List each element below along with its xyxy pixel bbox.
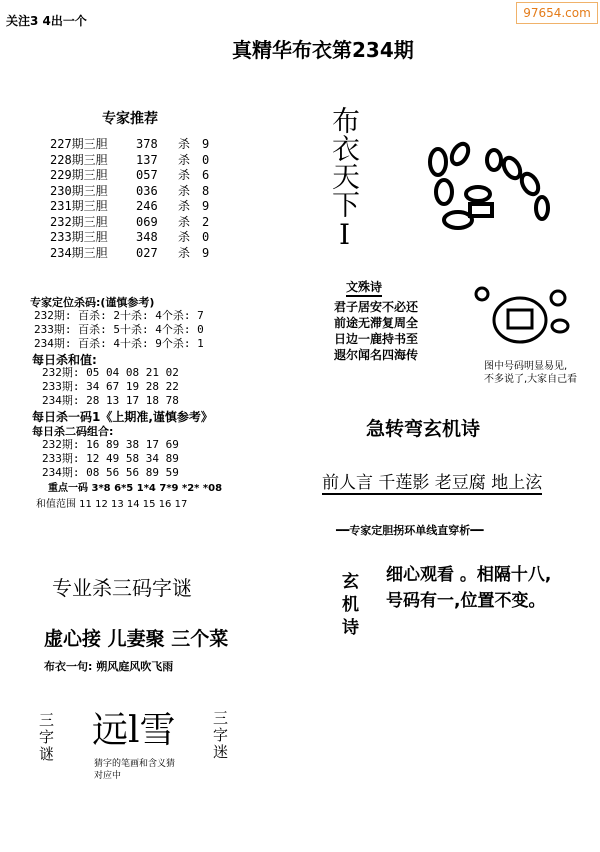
buyi-vertical-title: 布衣天下Ⅰ <box>328 106 361 251</box>
expert-kill-label: 杀 <box>178 199 191 213</box>
expert-kill-label: 杀 <box>178 137 191 151</box>
expert-period: 230期三胆 <box>50 183 108 198</box>
daily-two-row: 234期: 08 56 56 89 59 <box>42 466 179 479</box>
riddle-line: 虚心接 儿妻聚 三个菜 <box>44 628 229 650</box>
poem-line: 日边一鹿持书至 <box>334 332 419 346</box>
expert-nums: 069 <box>136 214 158 229</box>
expert-line-text: 专家定胆拐环单线直穿析 <box>349 524 471 537</box>
mystic-line: 前人言 千莲影 老豆腐 地上泫 <box>322 468 542 495</box>
daily-one-heading: 每日杀一码1《上期准,谨慎参考》 <box>32 410 213 424</box>
riddle-heading: 专业杀三码字谜 <box>52 576 192 600</box>
expert-period: 228期三胆 <box>50 152 108 167</box>
daily-sum-row: 233期: 34 67 19 28 22 <box>42 380 179 393</box>
daily-sum-heading: 每日杀和值: <box>32 353 97 367</box>
expert-nums: 348 <box>136 230 158 244</box>
chain-pattern-image <box>418 134 550 244</box>
expert-kill-label: 杀 <box>178 214 191 229</box>
expert-nums: 036 <box>136 183 158 198</box>
expert-period: 234期三胆 <box>50 245 108 260</box>
page-title: 真精华布衣第234期 <box>232 38 414 62</box>
expert-period: 232期三胆 <box>50 214 108 229</box>
position-kill-row: 233期: 百杀: 5十杀: 4个杀: 0 <box>34 323 204 336</box>
buyi-line: 布衣一句: 朔风庭风吹飞雨 <box>44 660 174 673</box>
expert-period: 227期三胆 <box>50 137 108 151</box>
expert-period: 233期三胆 <box>50 230 108 244</box>
daily-sum-row: 234期: 28 13 17 18 78 <box>42 394 179 407</box>
expert-period: 229期三胆 <box>50 168 108 182</box>
daily-sum-row: 232期: 05 04 08 21 02 <box>42 366 179 379</box>
position-kill-row: 232期: 百杀: 2十杀: 4个杀: 7 <box>34 309 204 322</box>
expert-kill: 9 <box>202 137 210 151</box>
expert-nums: 057 <box>136 168 158 182</box>
xuanji-poem-2: 号码有一,位置不变。 <box>386 591 546 611</box>
expert-kill: 6 <box>202 168 210 182</box>
expert-kill-label: 杀 <box>178 245 191 260</box>
expert-kill: 0 <box>202 230 210 244</box>
expert-nums: 378 <box>136 137 158 151</box>
expert-nums: 027 <box>136 245 158 260</box>
key-combo: 重点一码 3*8 6*5 1*4 7*9 *2* *08 <box>48 483 223 494</box>
site-watermark[interactable]: 97654.com <box>516 2 598 24</box>
expert-nums: 246 <box>136 199 158 213</box>
poem-line: 前途无滞复周全 <box>334 316 419 330</box>
ring-pattern-image <box>468 282 578 352</box>
xuanji-poem-1: 细心观看 。相隔十八, <box>386 565 552 585</box>
daily-two-row: 232期: 16 89 38 17 69 <box>42 438 179 451</box>
expert-kill: 9 <box>202 245 210 260</box>
expert-kill: 9 <box>202 199 210 213</box>
daily-two-row: 233期: 12 49 58 34 89 <box>42 452 179 465</box>
poem-line: 君子居安不必还 <box>334 300 419 314</box>
expert-kill-label: 杀 <box>178 230 191 244</box>
dash-left: ━━ <box>336 524 350 537</box>
picture-caption: 图中号码明显易见, 不多说了,大家自己看 <box>484 361 578 385</box>
position-kill-heading: 专家定位杀码:(谨慎参考) <box>30 296 155 309</box>
riddle-right-label: 三字迷 <box>211 710 229 761</box>
expert-line <box>336 522 484 538</box>
expert-kill: 0 <box>202 152 210 167</box>
follow-note: 关注3 4出一个 <box>6 14 87 28</box>
riddle-hint-2: 对应中 <box>94 771 122 781</box>
sum-span: 和值范围 11 12 13 14 15 16 17 <box>36 499 188 510</box>
riddle-big-chars: 远l雪 <box>92 710 176 751</box>
daily-two-heading: 每日杀二码组合: <box>32 425 114 438</box>
dash-right: ━━ <box>470 524 484 537</box>
poem-line: 遐尔闻名四海传 <box>334 348 419 362</box>
expert-nums: 137 <box>136 152 158 167</box>
expert-kill-label: 杀 <box>178 183 191 198</box>
riddle-left-label: 三字谜 <box>37 712 55 763</box>
expert-kill: 8 <box>202 183 210 198</box>
expert-kill-label: 杀 <box>178 152 191 167</box>
expert-heading: 专家推荐 <box>102 111 158 127</box>
riddle-hint-1: 猜字的笔画和含义猜 <box>94 759 176 769</box>
poem-title: 文殊诗 <box>346 278 382 297</box>
xuanji-label: 玄机诗 <box>338 572 358 641</box>
mystic-heading: 急转弯玄机诗 <box>366 418 481 440</box>
expert-period: 231期三胆 <box>50 199 108 213</box>
expert-kill: 2 <box>202 214 210 229</box>
expert-kill-label: 杀 <box>178 168 191 182</box>
position-kill-row: 234期: 百杀: 4十杀: 9个杀: 1 <box>34 337 204 350</box>
